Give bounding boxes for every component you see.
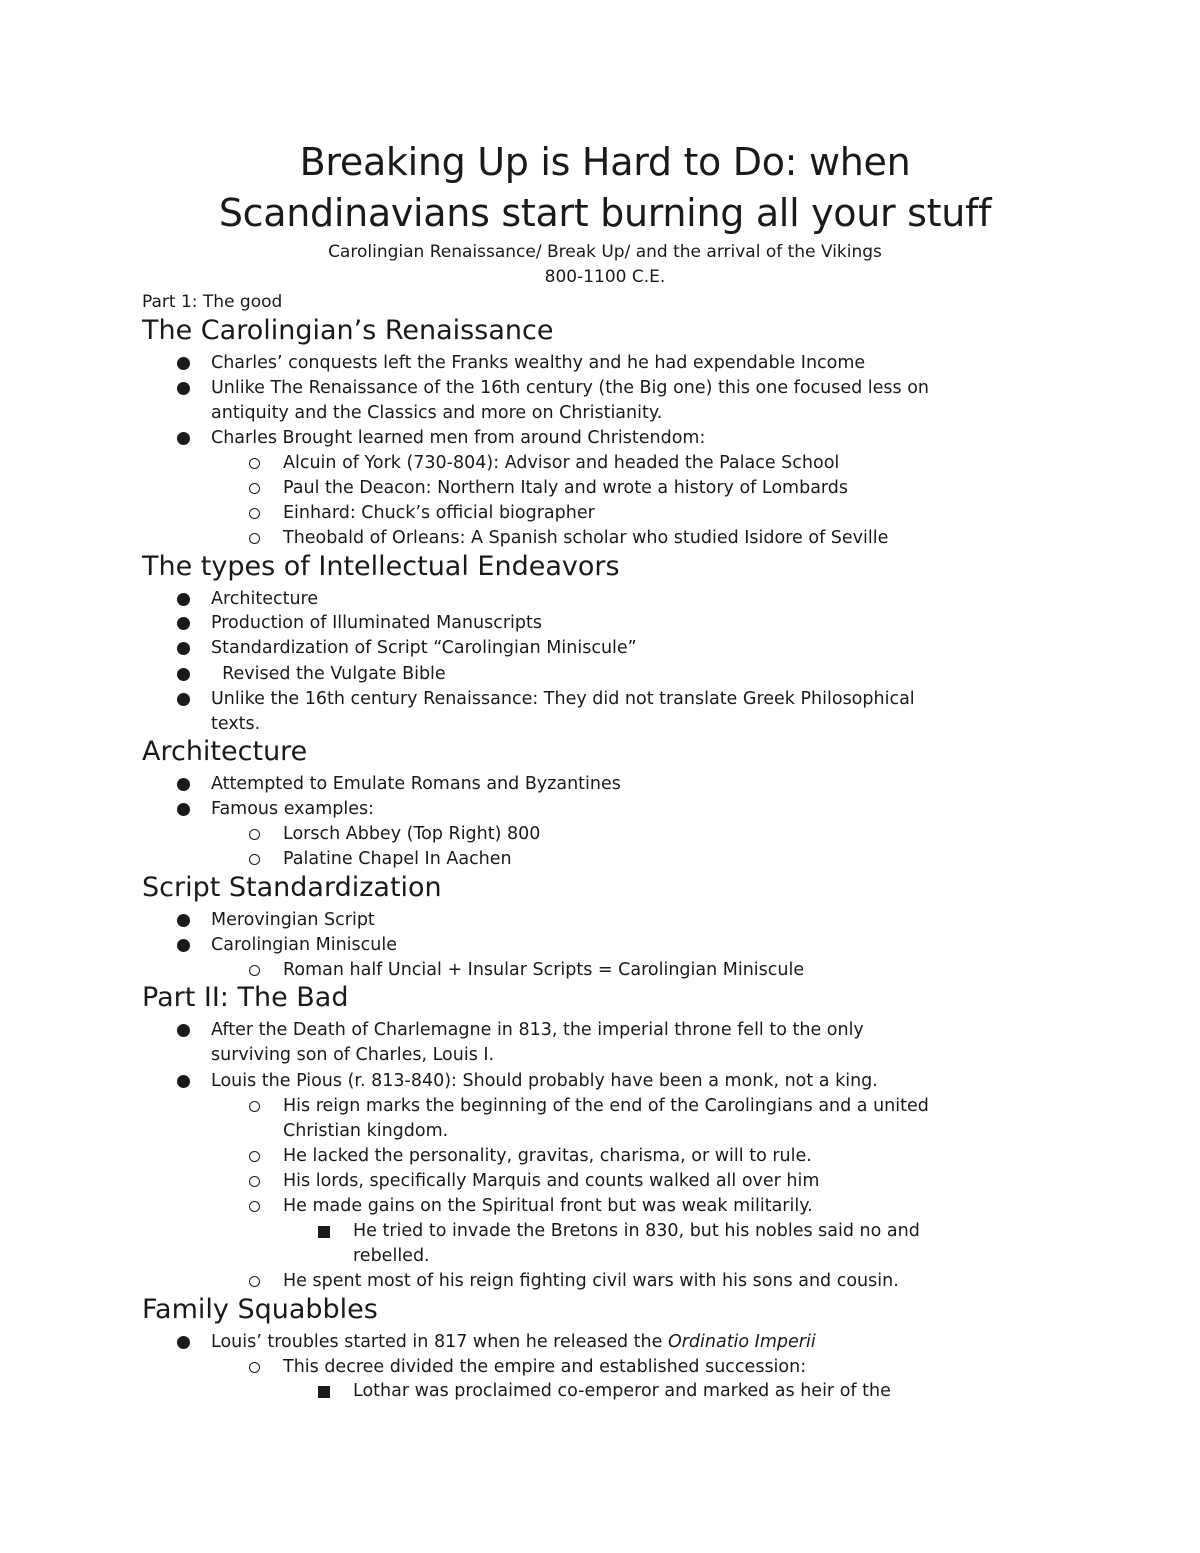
section-heading-script: Script Standardization [142, 872, 442, 903]
part-1-label: Part 1: The good [142, 292, 283, 312]
bullet-dot [177, 1075, 190, 1088]
list-item: Einhard: Chuck’s official biographer [283, 503, 595, 523]
bullet-dot [177, 357, 190, 370]
list-item-continuation: rebelled. [353, 1246, 430, 1266]
list-item: Lorsch Abbey (Top Right) 800 [283, 824, 541, 844]
list-item: He made gains on the Spiritual front but was weak militarily. [283, 1196, 813, 1216]
bullet-dot [177, 693, 190, 706]
list-item: After the Death of Charlemagne in 813, the imperial throne fell to the only [211, 1020, 864, 1040]
list-item-continuation: surviving son of Charles, Louis I. [211, 1045, 495, 1065]
bullet-circle [249, 1176, 260, 1187]
section-heading-endeavors: The types of Intellectual Endeavors [142, 551, 620, 582]
list-item: Attempted to Emulate Romans and Byzantines [211, 774, 621, 794]
list-item: He spent most of his reign fighting civil wars with his sons and cousin. [283, 1271, 899, 1291]
list-item: His reign marks the beginning of the end of the Carolingians and a united [283, 1096, 929, 1116]
bullet-circle [249, 483, 260, 494]
list-item: Theobald of Orleans: A Spanish scholar who studied Isidore of Seville [283, 528, 889, 548]
bullet-circle [249, 1151, 260, 1162]
list-item: Paul the Deacon: Northern Italy and wrote a history of Lombards [283, 478, 849, 498]
list-item: He lacked the personality, gravitas, charisma, or will to rule. [283, 1146, 812, 1166]
list-item: Roman half Uncial + Insular Scripts = Carolingian Miniscule [283, 960, 805, 980]
ordinatio-imperii-title: Ordinatio Imperii [667, 1332, 816, 1352]
bullet-dot [177, 432, 190, 445]
bullet-dot [177, 642, 190, 655]
document-title-line-1: Breaking Up is Hard to Do: when [299, 140, 911, 184]
document-title-line-2: Scandinavians start burning all your stuff [218, 191, 992, 235]
bullet-circle [249, 1276, 260, 1287]
list-item-continuation: Christian kingdom. [283, 1121, 449, 1141]
list-item-continuation: antiquity and the Classics and more on Christianity. [211, 403, 663, 423]
list-item: Merovingian Script [211, 910, 375, 930]
bullet-circle [249, 533, 260, 544]
list-item: Revised the Vulgate Bible [211, 664, 446, 684]
bullet-circle [249, 1201, 260, 1212]
bullet-dot [177, 617, 190, 630]
list-item: Unlike The Renaissance of the 16th century (the Big one) this one focused less on [211, 378, 930, 398]
bullet-dot [177, 382, 190, 395]
list-item: His lords, specifically Marquis and counts walked all over him [283, 1171, 820, 1191]
bullet-circle [249, 458, 260, 469]
bullet-square [318, 1226, 330, 1238]
bullet-circle [249, 965, 260, 976]
bullet-dot [177, 803, 190, 816]
list-item: He tried to invade the Bretons in 830, but his nobles said no and [353, 1221, 920, 1241]
section-heading-family: Family Squabbles [142, 1294, 378, 1325]
list-item-continuation: texts. [211, 714, 261, 734]
section-heading-renaissance: The Carolingian’s Renaissance [142, 315, 554, 346]
list-item: Lothar was proclaimed co-emperor and marked as heir of the [353, 1381, 891, 1401]
bullet-circle [249, 1101, 260, 1112]
list-item: Carolingian Miniscule [211, 935, 397, 955]
list-item: This decree divided the empire and established succession: [283, 1357, 807, 1377]
bullet-square [318, 1386, 330, 1398]
list-item-text: Louis’ troubles started in 817 when he released the [211, 1332, 668, 1352]
bullet-dot [177, 914, 190, 927]
list-item: Alcuin of York (730-804): Advisor and headed the Palace School [283, 453, 840, 473]
list-item: Louis the Pious (r. 813-840): Should probably have been a monk, not a king. [211, 1071, 878, 1091]
list-item: Famous examples: [211, 799, 375, 819]
bullet-dot [177, 668, 190, 681]
list-item: Palatine Chapel In Aachen [283, 849, 512, 869]
list-item: Charles’ conquests left the Franks wealthy and he had expendable Income [211, 353, 866, 373]
section-heading-part-2: Part II: The Bad [142, 982, 349, 1013]
bullet-dot [177, 593, 190, 606]
list-item: Production of Illuminated Manuscripts [211, 613, 542, 633]
bullet-circle [249, 1362, 260, 1373]
list-item [211, 1330, 816, 1355]
document-subtitle: Carolingian Renaissance/ Break Up/ and the arrival of the Vikings [328, 242, 882, 262]
bullet-dot [177, 778, 190, 791]
bullet-circle [249, 508, 260, 519]
bullet-circle [249, 829, 260, 840]
bullet-dot [177, 939, 190, 952]
section-heading-architecture: Architecture [142, 736, 308, 767]
list-item: Unlike the 16th century Renaissance: They did not translate Greek Philosophical [211, 689, 915, 709]
list-item: Architecture [211, 589, 319, 609]
list-item: Standardization of Script “Carolingian Miniscule” [211, 638, 637, 658]
document-date-range: 800-1100 C.E. [544, 267, 666, 287]
bullet-dot [177, 1024, 190, 1037]
bullet-dot [177, 1336, 190, 1349]
bullet-circle [249, 854, 260, 865]
list-item: Charles Brought learned men from around Christendom: [211, 428, 706, 448]
